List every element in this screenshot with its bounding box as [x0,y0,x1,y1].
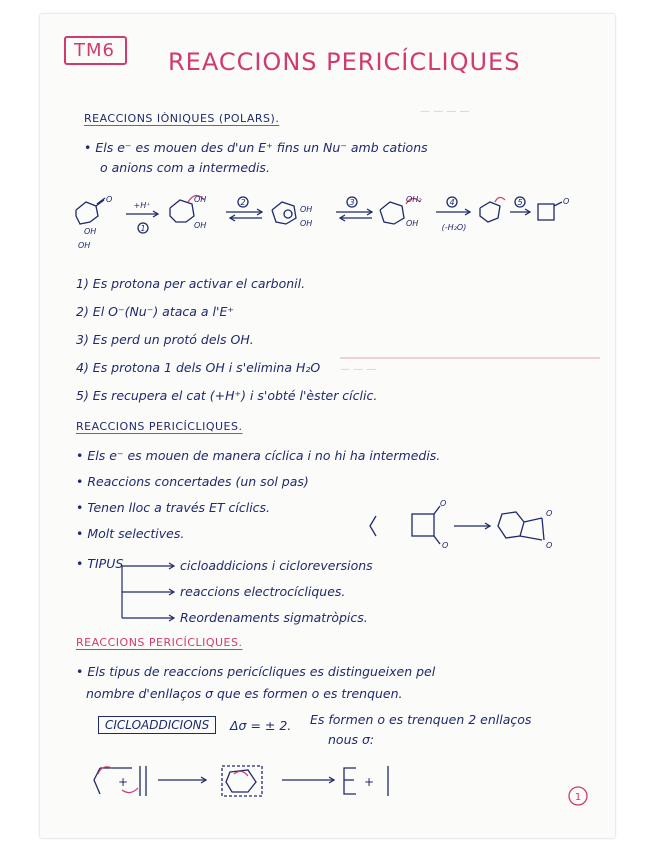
pericyclic-bullet-4: • Molt selectives. [76,526,184,541]
type-cycloadditions: cicloaddicions i cicloreversions [180,558,373,573]
section-heading-ionic: REACCIONS IÒNIQUES (POLARS). [84,112,280,125]
step-3: 3) Es perd un protó dels OH. [76,332,254,347]
type-sigmatropic: Reordenaments sigmatròpics. [180,610,368,625]
cycloaddition-sketch-2 [92,758,552,818]
reagent-label: +H⁺ [133,201,151,210]
type-electrocyclic: reaccions electrocícliques. [180,584,346,599]
plus-sign: + [118,775,129,789]
svg-text:O: O [440,499,447,508]
svg-text:OH: OH [300,219,313,228]
types-label: • TIPUS [76,556,123,571]
step-number: 3 [349,198,355,207]
cycloaddition-desc-a: Es formen o es trenquen 2 enllaços [310,712,532,727]
page-title: REACCIONS PERICÍCLIQUES [168,48,521,76]
bleed-through-text: — — — — [420,106,470,117]
cycloaddition-sketch-1 [370,500,570,560]
step-number: 2 [240,198,246,207]
plus-sign: + [364,775,375,789]
step-2: 2) El O⁻(Nu⁻) ataca a l'E⁺ [76,304,234,319]
svg-text:OH: OH [406,219,419,228]
step-4: 4) Es protona 1 dels OH i s'elimina H₂O [76,360,321,375]
pericyclic2-line-b: nombre d'enllaços σ que es formen o es trenquen. [86,686,403,701]
section-heading-pericyclic-2: REACCIONS PERICÍCLIQUES. [76,636,243,649]
topic-tag: TM6 [64,36,127,65]
svg-text:OH: OH [300,205,313,214]
page-number: 1 [574,792,582,803]
step-number: 4 [449,198,455,207]
pericyclic-bullet-1: • Els e⁻ es mouen de manera cíclica i no hi ha intermedis. [76,448,440,463]
water-loss-label: (-H₂O) [441,223,467,232]
cycloadditions-box: CICLOADDICIONS [98,716,216,734]
types-bracket [118,562,178,632]
pericyclic2-line-a: • Els tipus de reaccions pericícliques es distingueixen pel [76,664,435,679]
svg-text:O: O [546,541,553,550]
delta-sigma: Δσ = ± 2. [230,718,292,733]
ionic-bullet-line-1: • Els e⁻ es mouen des d'un E⁺ fins un Nu⁻ amb cations [84,140,428,155]
step-number: 5 [517,198,523,207]
ionic-bullet-line-2: o anions com a intermedis. [100,160,270,175]
mechanism-scheme [40,182,615,262]
svg-text:O: O [546,509,553,518]
bleed-through-text: — — — [340,364,377,375]
svg-text:O: O [442,541,449,550]
step-number: 1 [140,224,146,233]
svg-text:O: O [563,197,570,206]
step-5: 5) Es recupera el cat (+H⁺) i s'obté l'èster cíclic. [76,388,378,403]
section-heading-pericyclic: REACCIONS PERICÍCLIQUES. [76,420,243,433]
svg-text:OH: OH [84,227,97,236]
page-number-circle [566,784,590,808]
divider-line [40,356,615,360]
cycloaddition-desc-b: nous σ: [328,732,375,747]
svg-text:OH: OH [194,221,207,230]
notebook-page [40,14,615,838]
pericyclic-bullet-2: • Reaccions concertades (un sol pas) [76,474,309,489]
svg-text:O: O [106,195,113,204]
svg-text:OH: OH [78,241,91,250]
pericyclic-bullet-3: • Tenen lloc a través ET cíclics. [76,500,270,515]
svg-text:OH₂: OH₂ [406,195,422,204]
step-1: 1) Es protona per activar el carbonil. [76,276,306,291]
svg-text:OH: OH [194,195,207,204]
